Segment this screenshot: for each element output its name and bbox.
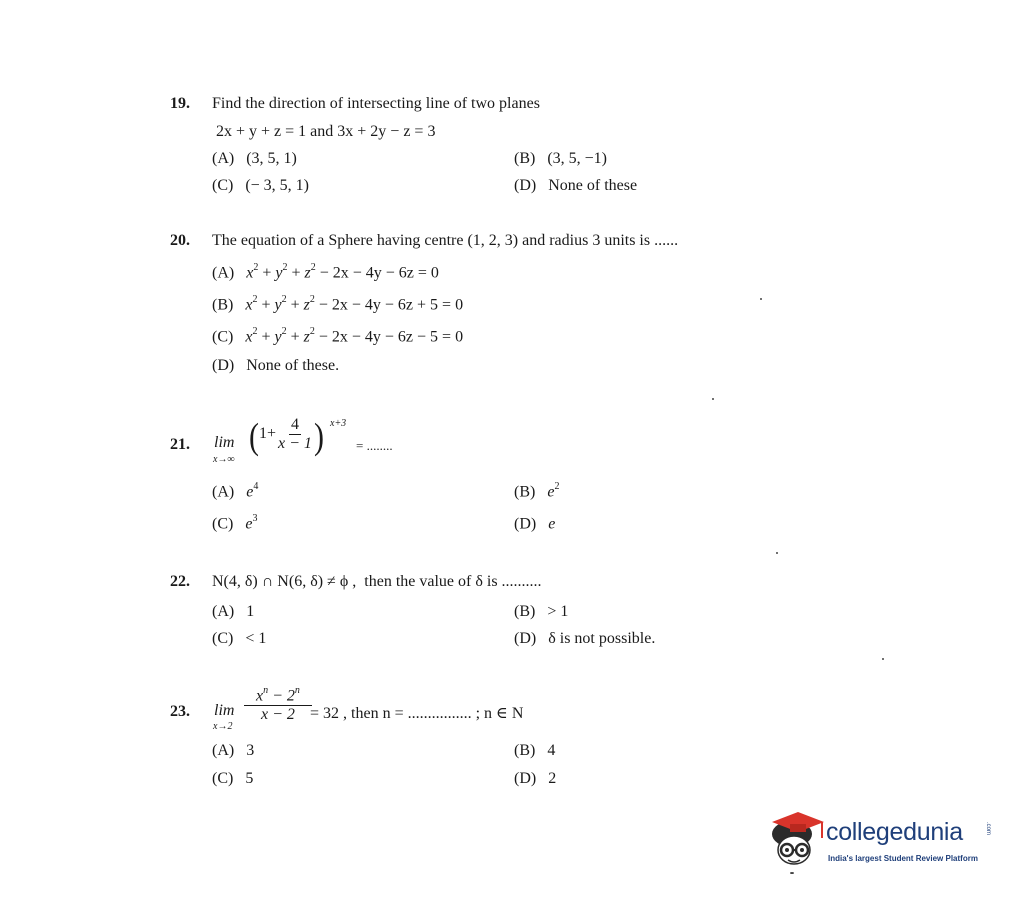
limit-subscript: x→2 bbox=[213, 721, 233, 732]
option-label: (D) bbox=[514, 770, 537, 787]
option-label: (C) bbox=[212, 630, 234, 647]
option-label: (B) bbox=[514, 603, 536, 620]
option-value: 2 bbox=[548, 770, 557, 787]
option-d bbox=[514, 770, 556, 788]
option-value: 4 bbox=[547, 742, 556, 759]
logo-wordmark: collegedunia bbox=[826, 818, 963, 846]
option-b: (B) $e^2$ bbox=[514, 481, 560, 501]
scan-speck bbox=[712, 398, 714, 400]
option-label: (C) bbox=[212, 770, 234, 787]
exponent: x+3 bbox=[330, 418, 347, 429]
option-d bbox=[212, 357, 339, 375]
question-number: 21. bbox=[170, 436, 190, 453]
option-label: (A) bbox=[212, 603, 235, 620]
option-b: (B) $x^2 + y^2 + z^2 - 2x - 4y - 6z + 5 = 0$ bbox=[212, 294, 464, 314]
option-label: (C) bbox=[212, 328, 234, 346]
fraction-denominator: x − 2 bbox=[261, 706, 295, 724]
option-value: (3, 5, 1) bbox=[246, 150, 297, 167]
option-a bbox=[212, 150, 297, 168]
option-label: (D) bbox=[514, 630, 537, 647]
logo-dotcom: .com bbox=[985, 822, 991, 836]
fraction: $\frac{4}{x - 1}$ bbox=[278, 415, 312, 452]
logo-tagline: India's largest Student Review Platform bbox=[828, 854, 978, 863]
option-a bbox=[212, 603, 254, 621]
option-label: (B) bbox=[514, 483, 536, 501]
question-number: 20. bbox=[170, 232, 190, 249]
option-c bbox=[212, 770, 253, 788]
limit-expression bbox=[249, 415, 324, 470]
option-c: (C) $e^3$ bbox=[212, 513, 258, 533]
scan-speck bbox=[882, 658, 884, 660]
question-number: 23. bbox=[170, 703, 190, 720]
option-label: (B) bbox=[514, 742, 536, 759]
option-label: (B) bbox=[514, 150, 536, 167]
option-value: > 1 bbox=[547, 603, 569, 620]
option-c bbox=[212, 630, 266, 648]
option-value: (3, 5, −1) bbox=[547, 150, 608, 167]
option-a: (A) $e^4$ bbox=[212, 481, 259, 501]
option-b bbox=[514, 742, 555, 760]
option-label: (A) bbox=[212, 150, 235, 167]
option-a bbox=[212, 742, 254, 760]
option-label: (D) bbox=[514, 177, 537, 194]
right-paren: ) bbox=[313, 415, 324, 457]
option-label: (D) bbox=[514, 515, 537, 533]
question-expression: N(4, δ) ∩ N(6, δ) ≠ ϕ , bbox=[212, 573, 357, 590]
question-tail: then the value of δ is .......... bbox=[364, 573, 542, 590]
option-value: − 2x − 4y − 6z = 0 bbox=[315, 264, 439, 282]
collegedunia-logo bbox=[768, 808, 998, 878]
scan-speck bbox=[760, 298, 762, 300]
fraction-numerator: $x^n - 2^n$ bbox=[244, 686, 312, 706]
limit-subscript: x→∞ bbox=[213, 454, 235, 465]
question-tail: = 32 , then n = ................ ; n ∈ N bbox=[310, 705, 524, 722]
option-value: (− 3, 5, 1) bbox=[245, 177, 310, 194]
option-value: None of these bbox=[548, 177, 638, 194]
option-label: (A) bbox=[212, 483, 235, 501]
option-label: (A) bbox=[212, 264, 235, 282]
option-label: (A) bbox=[212, 742, 235, 759]
option-b bbox=[514, 150, 607, 168]
option-value: 1 bbox=[246, 603, 255, 620]
option-label: (C) bbox=[212, 515, 234, 533]
option-a: (A) $x^2 + y^2 + z^2 - 2x - 4y - 6z = 0$ bbox=[212, 262, 439, 282]
scan-speck bbox=[776, 552, 778, 554]
option-value: 3 bbox=[246, 742, 255, 759]
question-tail: = ........ bbox=[356, 438, 393, 453]
one-plus: 1+ bbox=[259, 425, 277, 442]
option-value: − 2x − 4y − 6z − 5 = 0 bbox=[314, 328, 464, 346]
option-label: (D) bbox=[212, 357, 235, 374]
option-b bbox=[514, 603, 568, 621]
question-number: 22. bbox=[170, 573, 190, 590]
option-value: < 1 bbox=[245, 630, 267, 647]
option-value: δ is not possible. bbox=[548, 630, 656, 647]
fraction bbox=[244, 686, 312, 724]
option-value: 5 bbox=[245, 770, 254, 787]
option-label: (B) bbox=[212, 296, 234, 314]
limit-word: lim bbox=[214, 702, 235, 719]
question-equation: 2x + y + z = 1 and 3x + 2y − z = 3 bbox=[216, 123, 436, 140]
question-number: 19. bbox=[170, 95, 190, 112]
option-value: − 2x − 4y − 6z + 5 = 0 bbox=[314, 296, 464, 314]
graduate-mascot-icon bbox=[768, 808, 826, 870]
question-text: Find the direction of intersecting line of two planes bbox=[212, 95, 540, 112]
option-value: None of these. bbox=[246, 357, 340, 374]
option-c bbox=[212, 177, 309, 195]
question-text bbox=[212, 573, 542, 591]
option-d: (D) e bbox=[514, 515, 556, 533]
left-paren: ( bbox=[249, 415, 259, 457]
option-d bbox=[514, 177, 637, 195]
limit-word: lim bbox=[214, 434, 235, 451]
option-label: (C) bbox=[212, 177, 234, 194]
option-d bbox=[514, 630, 655, 648]
option-c: (C) $x^2 + y^2 + z^2 - 2x - 4y - 6z - 5 = 0$ bbox=[212, 326, 464, 346]
question-text: The equation of a Sphere having centre (1, 2, 3) and radius 3 units is ...... bbox=[212, 232, 679, 249]
